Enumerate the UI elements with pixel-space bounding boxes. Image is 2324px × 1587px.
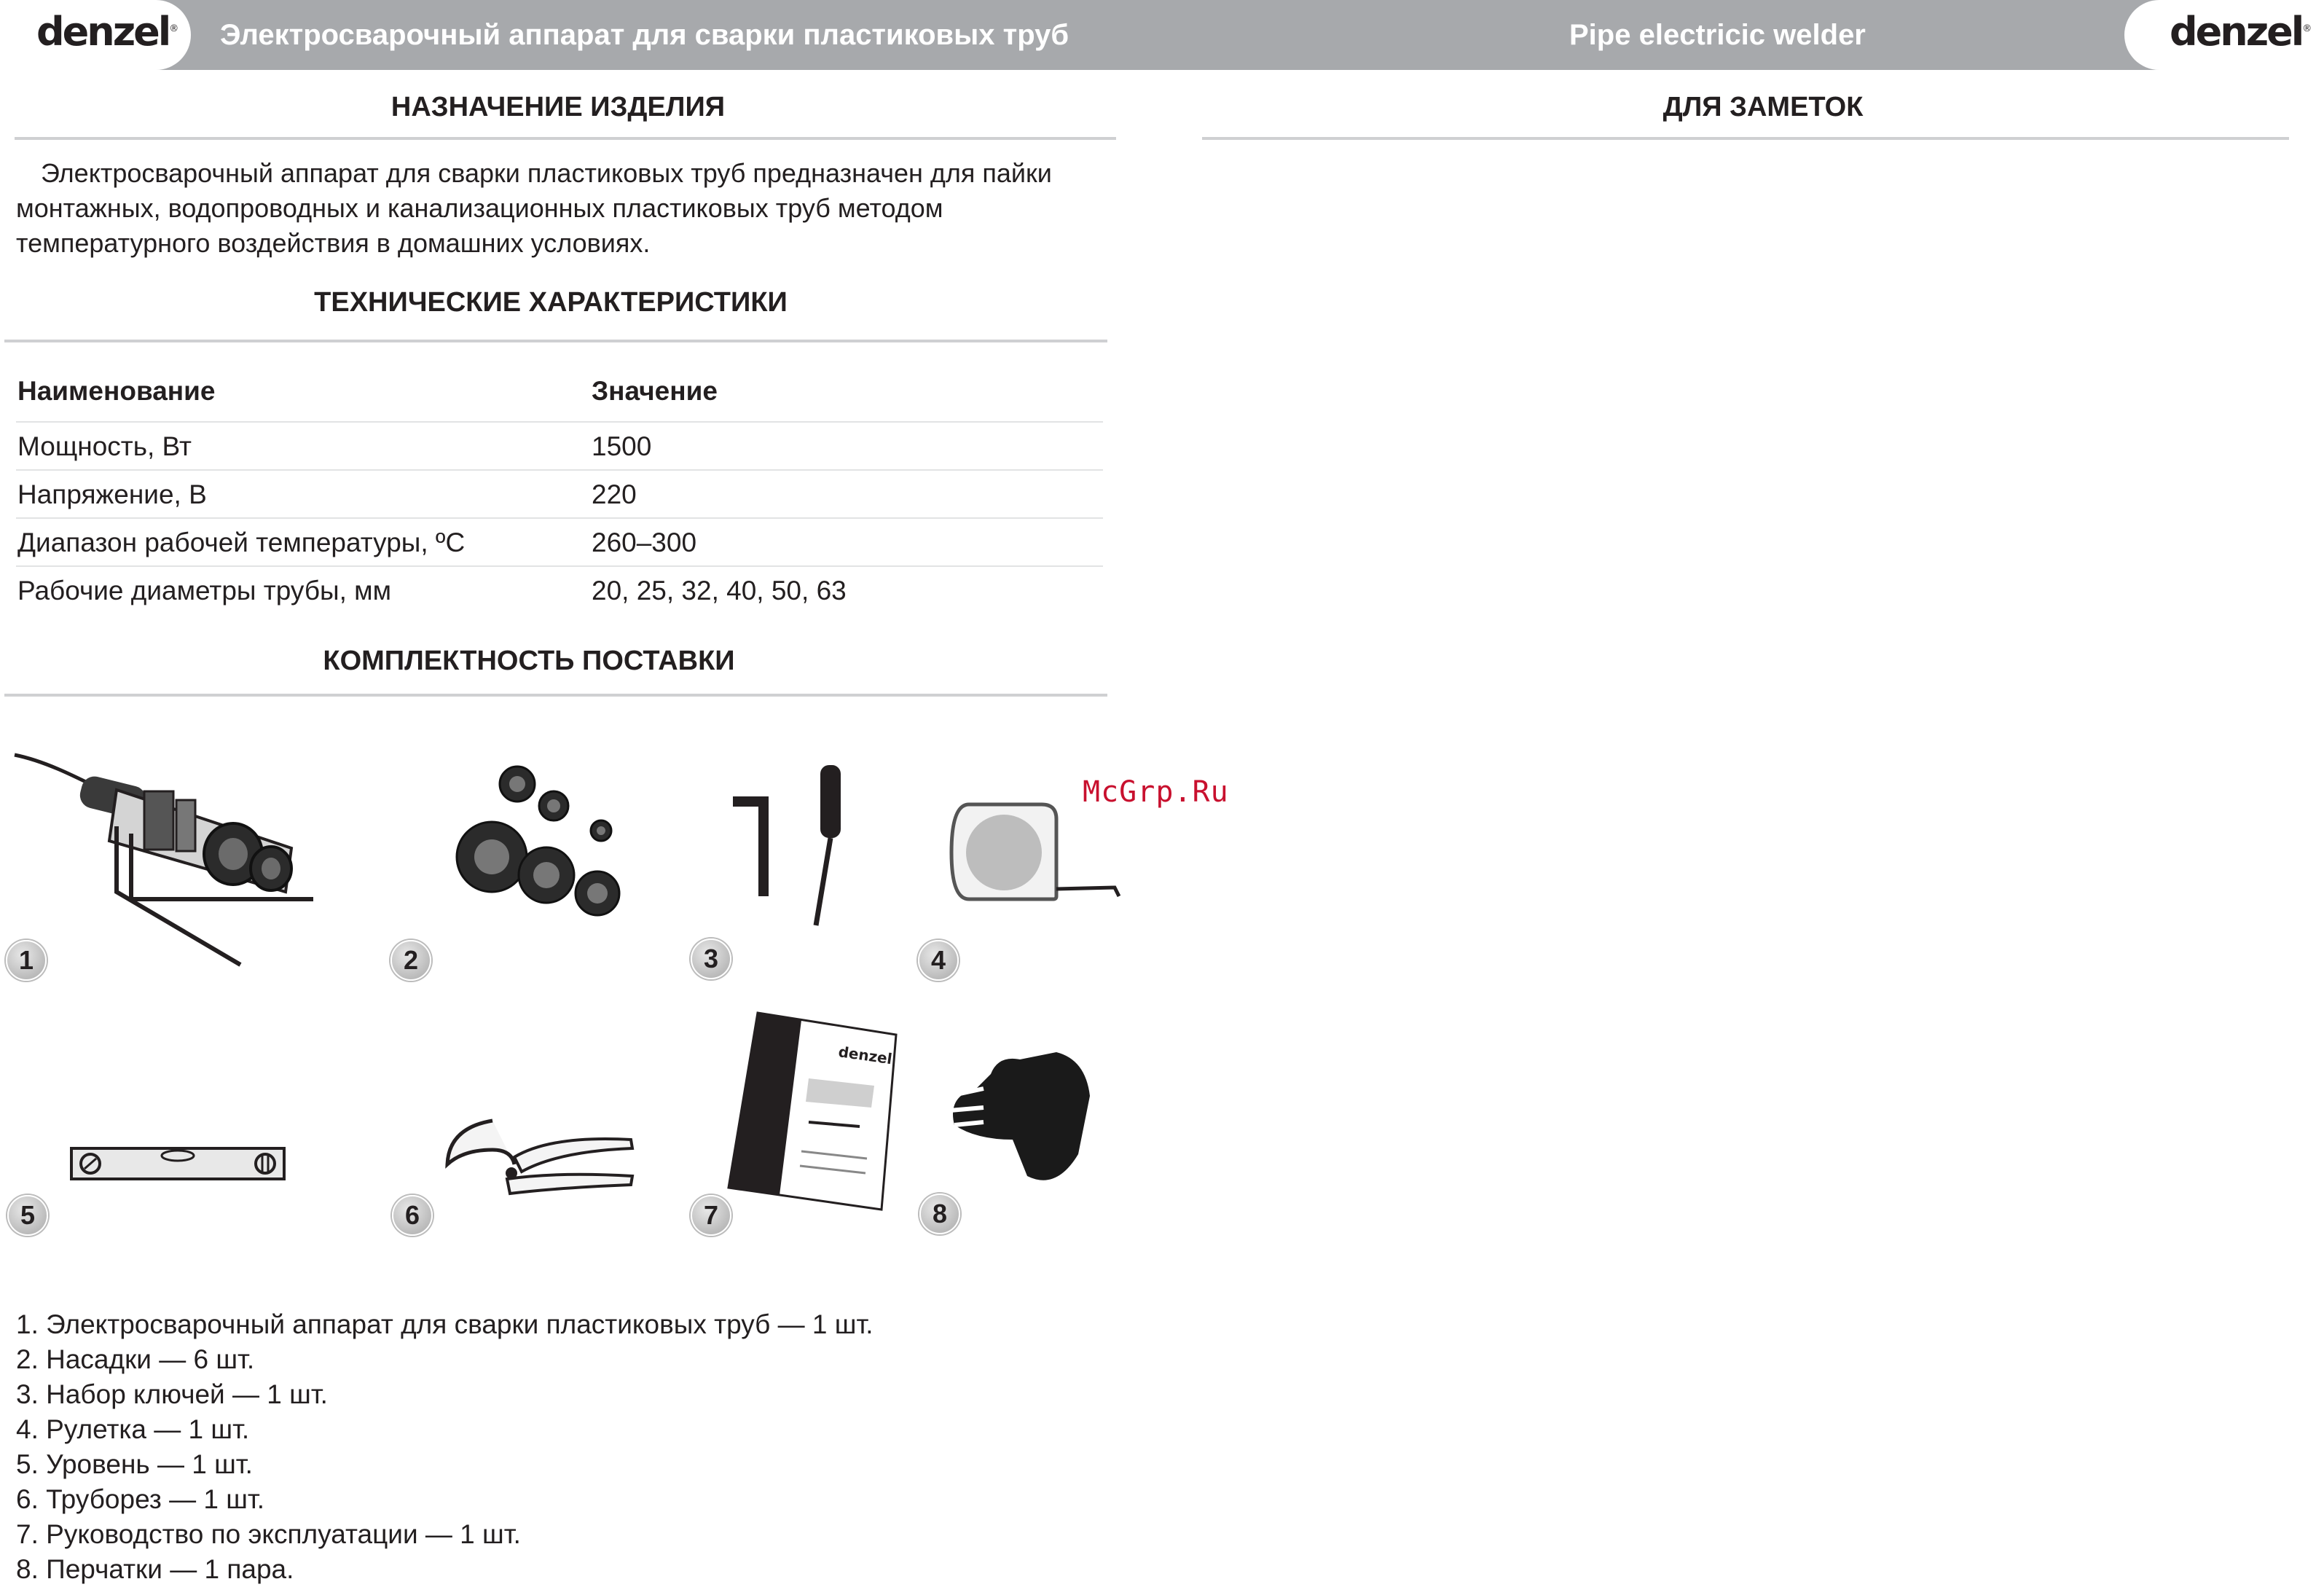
gloves-icon [947,1052,1100,1191]
keys-screwdriver-icon [726,765,864,933]
purpose-line: монтажных, водопроводных и канализационных пластиковых труб методом [16,193,943,223]
spec-value: 20, 25, 32, 40, 50, 63 [592,576,847,606]
divider [1202,137,2289,140]
purpose-line: Электросварочный аппарат для сварки пластиковых труб предназначен для пайки [41,158,1052,188]
header-band [0,0,2312,70]
level-icon [70,1147,288,1183]
list-item: 7. Руководство по эксплуатации — 1 шт. [16,1519,521,1549]
specs-header-row [16,370,1103,423]
purpose-line: температурного воздействия в домашних условиях. [16,228,651,258]
list-item: 3. Набор ключей — 1 шт. [16,1379,328,1409]
spec-name: Диапазон рабочей температуры, ºС [17,528,466,557]
table-row [16,471,1103,519]
kit-badge: 4 [918,940,959,981]
kit-badge: 6 [392,1195,433,1236]
nozzles-icon [437,755,634,930]
kit-badge: 7 [691,1195,731,1236]
purpose-title: НАЗНАЧЕНИЕ ИЗДЕЛИЯ [390,92,726,122]
divider [15,137,1116,140]
header-title-ru: Электросварочный аппарат для сварки пластиковых труб [220,19,1069,51]
watermark: McGrp.Ru [1083,775,1229,809]
list-item: 2. Насадки — 6 шт. [16,1344,255,1374]
list-item: 8. Перчатки — 1 пара. [16,1554,294,1584]
kit-title: КОМПЛЕКТНОСТЬ ПОСТАВКИ [323,646,735,676]
table-row [16,567,1103,614]
divider [4,694,1107,697]
table-row [16,423,1103,471]
purpose-paragraph [16,156,1109,261]
tape-measure-icon [947,802,1122,918]
spec-value: 1500 [592,431,652,461]
spec-value: 260–300 [592,528,697,557]
list-item: 6. Труборез — 1 шт. [16,1484,265,1514]
pipe-cutter-icon [441,1106,638,1201]
kit-badge: 2 [390,940,431,981]
specs-header-value: Значение [592,376,718,406]
table-row [16,519,1103,567]
logo-container-right [2124,0,2312,70]
list-item: 1. Электросварочный аппарат для сварки пластиковых труб — 1 шт. [16,1309,874,1339]
manual-booklet-icon [729,1013,911,1217]
divider [4,340,1107,342]
spec-value: 220 [592,479,637,509]
specs-table [16,370,1103,614]
kit-badge: 8 [919,1194,960,1234]
svg-text:denzel: denzel [837,1043,894,1068]
kit-badge: 1 [6,940,47,981]
spec-name: Рабочие диаметры трубы, мм [17,576,392,606]
specs-title: ТЕХНИЧЕСКИЕ ХАРАКТЕРИСТИКИ [314,287,788,318]
spec-name: Напряжение, В [17,479,207,509]
header-title-en: Pipe electricic welder [1569,19,1866,51]
list-item: 5. Уровень — 1 шт. [16,1449,253,1479]
logo-container-left [0,0,191,70]
kit-list [16,1307,874,1587]
list-item: 4. Рулетка — 1 шт. [16,1414,250,1444]
brand-logo-left: denzel® [36,9,179,55]
notes-title: ДЛЯ ЗАМЕТОК [1662,92,1864,122]
welder-icon [15,746,328,979]
kit-badge: 3 [691,939,731,979]
spec-name: Мощность, Вт [17,431,192,461]
specs-header-name: Наименование [17,376,216,406]
brand-logo-right: denzel® [2170,9,2312,55]
kit-badge: 5 [7,1195,48,1236]
